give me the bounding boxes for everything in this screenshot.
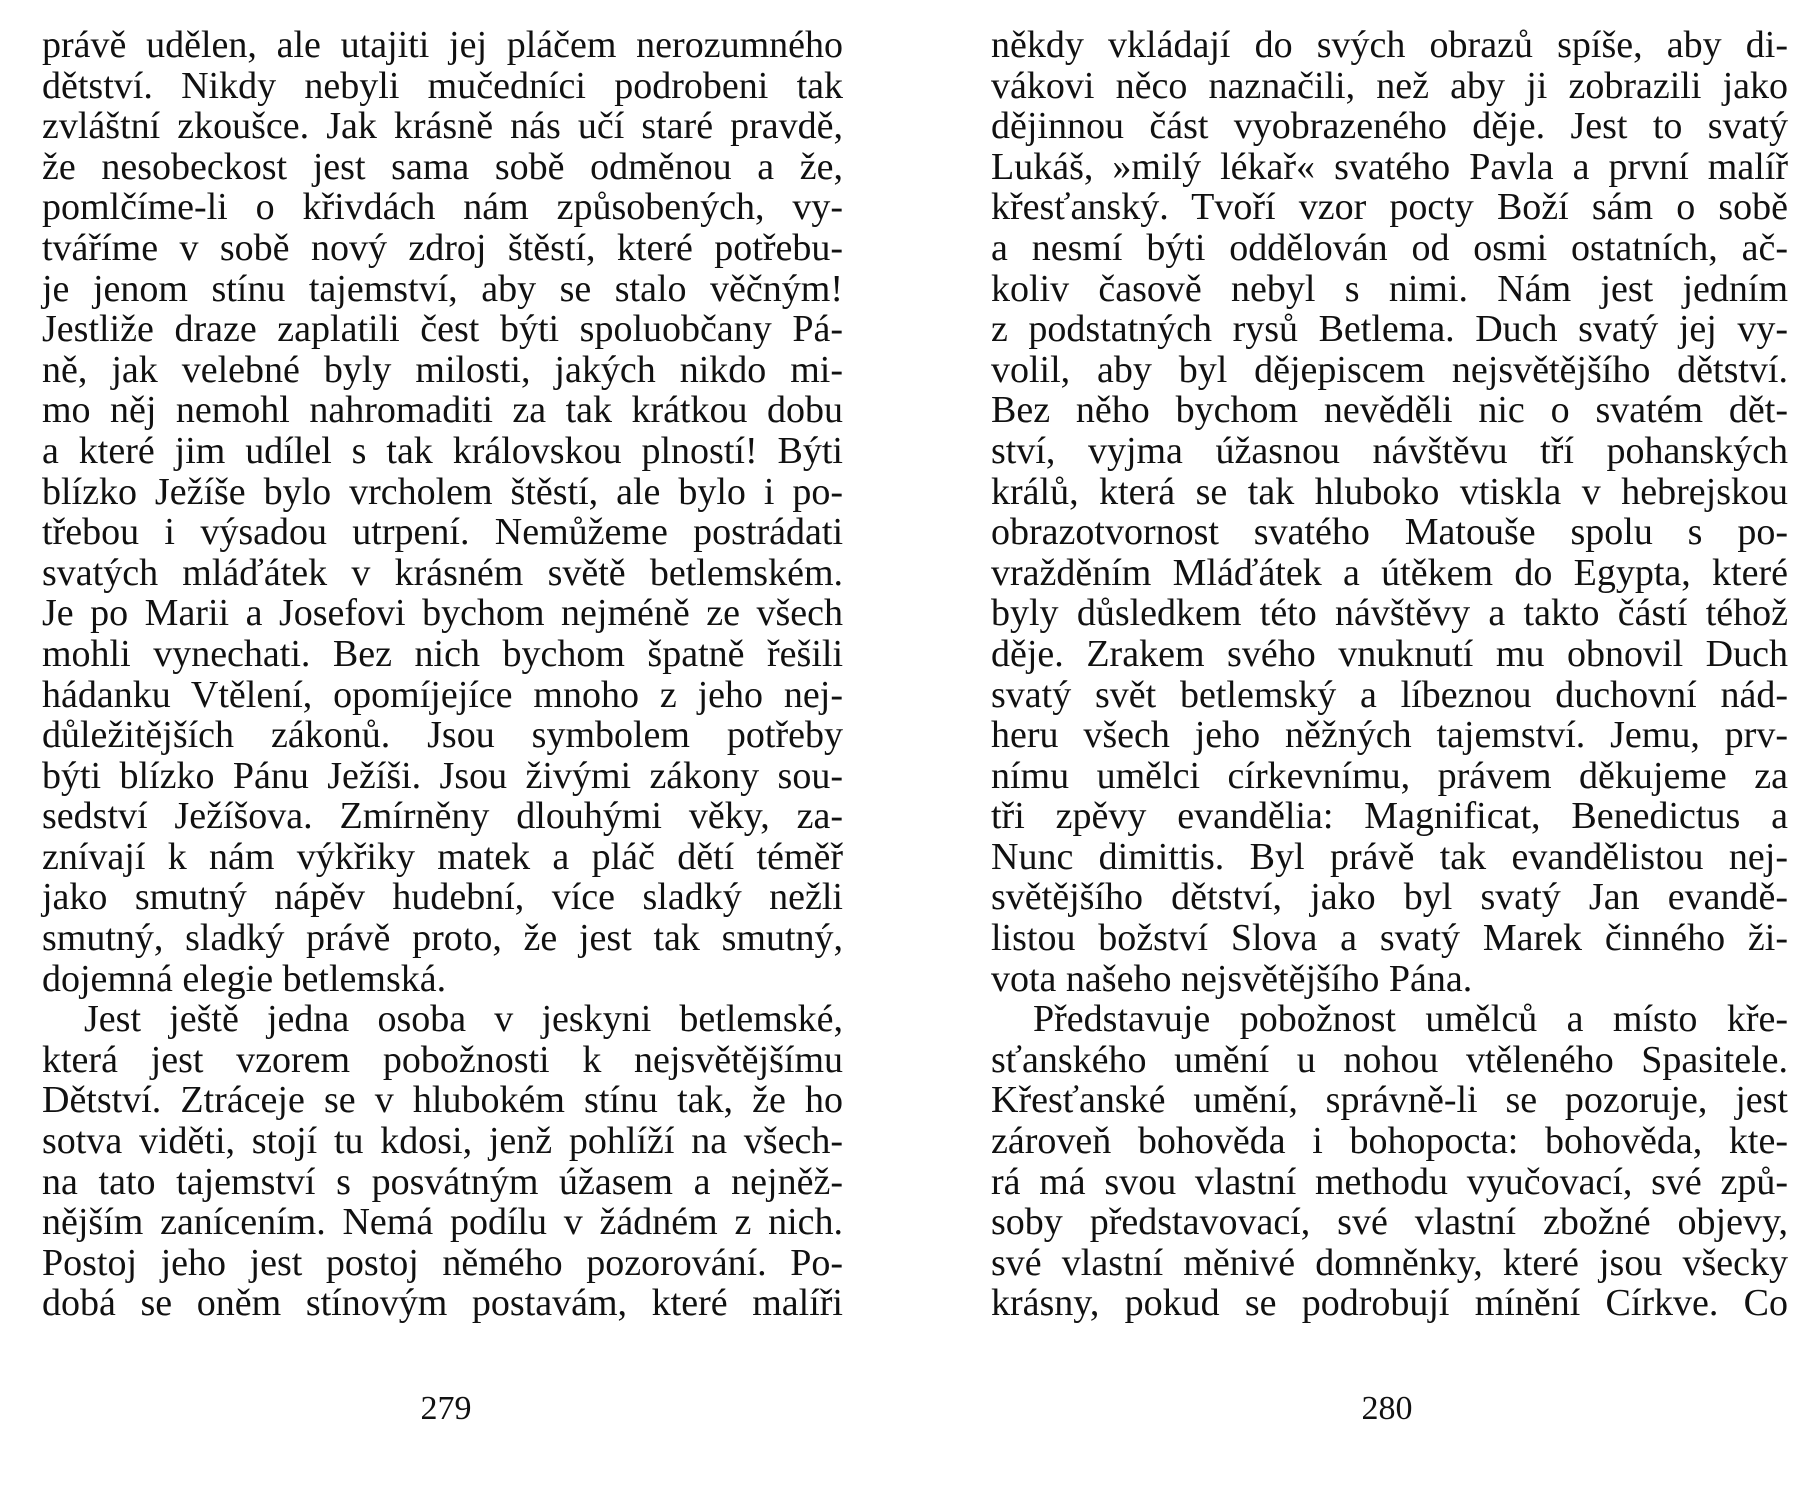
text-line: smutný, sladký právě proto, že jest tak smutný,: [42, 917, 843, 960]
text-line: mo něj nemohl nahromaditi za tak krátkou dobu: [42, 389, 843, 432]
text-line: křesťanský. Tvoří vzor pocty Boží sám o sobě: [991, 186, 1788, 229]
text-line: děje. Zrakem svého vnuknutí mu obnovil Duch: [991, 632, 1788, 675]
text-line: hádanku Vtělení, opomíjejíce mnoho z jeho nej-: [42, 673, 843, 716]
text-line: svatý svět betlemský a líbeznou duchovní nád-: [991, 673, 1788, 716]
text-line: jako smutný nápěv hudební, více sladký nežli: [42, 876, 843, 919]
text-line: svatých mláďátek v krásném světě betlemském.: [42, 551, 843, 594]
text-line: zároveň bohověda i bohopocta: bohověda, kte-: [991, 1120, 1788, 1163]
text-line: znívají k nám výkřiky matek a pláč dětí téměř: [42, 835, 843, 878]
text-line: nímu umělci církevnímu, právem děkujeme za: [991, 754, 1788, 797]
text-line: obrazotvornost svatého Matouše spolu s po-: [991, 511, 1788, 554]
body-text-column: [42, 25, 843, 1324]
text-line: někdy vkládají do svých obrazů spíše, aby di-: [991, 24, 1788, 66]
paragraph-first-line: Představuje pobožnost umělců a místo kře-: [1033, 998, 1788, 1041]
text-line: heru všech jeho něžných tajemství. Jemu, prv-: [991, 714, 1788, 757]
page-number: 280: [1361, 1390, 1413, 1427]
text-line: třebou i výsadou utrpení. Nemůžeme postrádati: [42, 511, 843, 554]
paragraph-first-line: Jest ještě jedna osoba v jeskyni betlemské,: [84, 998, 843, 1041]
text-line: listou božství Slova a svatý Marek činného ži-: [991, 917, 1788, 960]
text-line: soby představovací, své vlastní zbožné objevy,: [991, 1201, 1788, 1244]
text-line: dětství. Nikdy nebyli mučedníci podrobeni tak: [42, 64, 843, 107]
text-line: vota našeho nejsvětějšího Pána.: [991, 957, 1473, 1000]
text-line: pomlčíme-li o křivdách nám způsobených, vy-: [42, 186, 843, 229]
text-line: dojemná elegie betlemská.: [42, 957, 447, 1000]
text-line: býti blízko Pánu Ježíši. Jsou živými zákony sou-: [42, 754, 843, 797]
text-line: mohli vynechati. Bez nich bychom špatně řešili: [42, 632, 843, 675]
text-line: která jest vzorem pobožnosti k nejsvětějšímu: [42, 1038, 843, 1081]
text-line: králů, která se tak hluboko vtiskla v hebrejskou: [991, 470, 1788, 513]
text-line: sotva viděti, stojí tu kdosi, jenž pohlíží na všech-: [42, 1120, 843, 1163]
text-line: své vlastní měnivé domněnky, které jsou všecky: [991, 1241, 1788, 1284]
text-line: nějším zanícením. Nemá podílu v žádném z nich.: [42, 1201, 843, 1244]
text-line: dějinnou část vyobrazeného děje. Jest to svatý: [991, 105, 1788, 148]
text-line: že nesobeckost jest sama sobě odměnou a že,: [42, 145, 843, 188]
text-line: byly důsledkem této návštěvy a takto částí téhož: [991, 592, 1788, 635]
text-line: sťanského umění u nohou vtěleného Spasitele.: [991, 1038, 1788, 1081]
text-line: a nesmí býti oddělován od osmi ostatních, ač-: [991, 226, 1788, 269]
text-line: zvláštní zkoušce. Jak krásně nás učí staré pravdě,: [42, 105, 843, 148]
right-page: [904, 0, 1808, 1500]
text-line: tři zpěvy evandělia: Magnificat, Benedictus a: [991, 795, 1788, 838]
text-line: ství, vyjma úžasnou návštěvu tří pohanských: [991, 429, 1788, 472]
text-line: ně, jak velebné byly milosti, jakých nikdo mi-: [42, 348, 843, 391]
text-line: světějšího dětství, jako byl svatý Jan evandě-: [991, 876, 1788, 919]
text-line: Lukáš, »milý lékař« svatého Pavla a první malíř: [991, 145, 1788, 188]
text-line: Bez něho bychom nevěděli nic o svatém dět-: [991, 389, 1788, 432]
text-line: tváříme v sobě nový zdroj štěstí, které potřebu-: [42, 226, 843, 269]
text-line: koliv časově nebyl s nimi. Nám jest jedním: [991, 267, 1788, 310]
text-line: Dětství. Ztráceje se v hlubokém stínu tak, že ho: [42, 1079, 843, 1122]
text-line: Jestliže draze zaplatili čest býti spoluobčany Pá-: [42, 308, 843, 351]
text-line: právě udělen, ale utajiti jej pláčem nerozumného: [42, 24, 843, 66]
text-line: je jenom stínu tajemství, aby se stalo věčným!: [42, 267, 843, 310]
text-line: Nunc dimittis. Byl právě tak evandělistou nej-: [991, 835, 1788, 878]
text-line: Postoj jeho jest postoj němého pozorování. Po-: [42, 1241, 843, 1284]
text-line: volil, aby byl dějepiscem nejsvětějšího dětství.: [991, 348, 1788, 391]
text-line: blízko Ježíše bylo vrcholem štěstí, ale bylo i po-: [42, 470, 843, 513]
text-line: důležitějších zákonů. Jsou symbolem potřeby: [42, 714, 843, 757]
text-line: krásny, pokud se podrobují mínění Církve. Co: [991, 1282, 1788, 1325]
text-line: Křesťanské umění, správně-li se pozoruje, jest: [991, 1079, 1788, 1122]
text-line: vražděním Mláďátek a útěkem do Egypta, které: [991, 551, 1788, 594]
text-line: sedství Ježíšova. Zmírněny dlouhými věky, za-: [42, 795, 843, 838]
text-line: a které jim udílel s tak královskou plností! Býti: [42, 429, 843, 472]
text-line: rá má svou vlastní methodu vyučovací, své způ-: [991, 1160, 1788, 1203]
body-text-column: [991, 25, 1788, 1324]
text-line: Je po Marii a Josefovi bychom nejméně ze všech: [42, 592, 843, 635]
text-line: z podstatných rysů Betlema. Duch svatý jej vy-: [991, 308, 1788, 351]
text-line: na tato tajemství s posvátným úžasem a nejněž-: [42, 1160, 843, 1203]
text-line: dobá se oněm stínovým postavám, které malíři: [42, 1282, 843, 1325]
page-number: 279: [420, 1390, 472, 1427]
text-line: vákovi něco naznačili, než aby ji zobrazili jako: [991, 64, 1788, 107]
